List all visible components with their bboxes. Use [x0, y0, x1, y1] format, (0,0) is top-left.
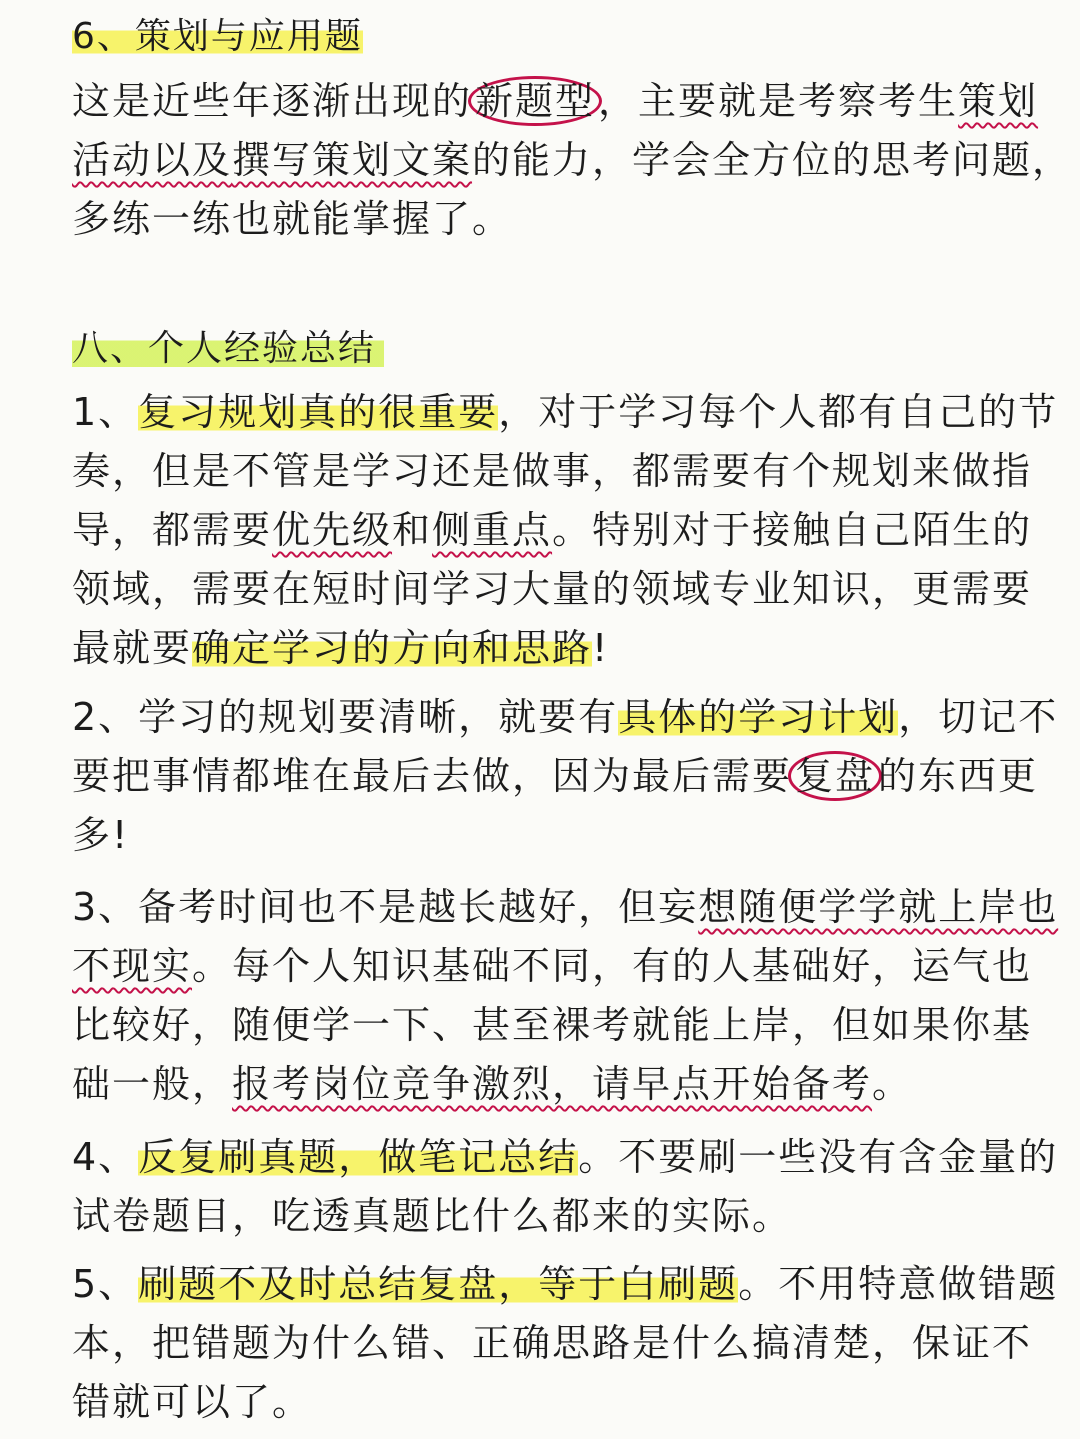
text-run: 。特别对于接触自己陌生的 [552, 508, 1033, 552]
text-run: 错就可以了。 [72, 1380, 313, 1424]
text-run: ，对于学习每个人都有自己的节 [498, 390, 1059, 434]
text-run: ，主要就是考察考生 [598, 79, 959, 123]
underlined-text: 撰写策划文案 [232, 138, 473, 182]
underlined-text: 优先级 [272, 508, 393, 552]
point-3 [72, 878, 1059, 1114]
text-run: 多练一练也就能掌握了。 [72, 197, 513, 241]
text-line [72, 383, 1059, 442]
section6-heading-text: 6、策划与应用题 [72, 16, 363, 57]
text-run: 4、 [72, 1135, 139, 1179]
text-line [72, 560, 1033, 619]
text-run: 本，把错题为什么错、正确思路是什么搞清楚，保证不 [72, 1321, 1033, 1365]
text-run: 1、 [72, 390, 139, 434]
text-line [72, 1373, 1022, 1432]
section6-paragraph [72, 72, 1073, 249]
text-run: 3、备考时间也不是越长越好，但妄 [72, 885, 699, 929]
text-run: 多! [72, 813, 130, 857]
point-5 [72, 1255, 1059, 1432]
text-run: 领域，需要在短时间学习大量的领域专业知识，更需要 [72, 567, 1033, 611]
text-line [72, 1314, 1033, 1373]
text-run: 导，都需要 [72, 508, 273, 552]
text-run: 要把事情都堆在最后去做，因为最后需要 [72, 754, 793, 798]
text-run: 试卷题目，吃透真题比什么都来的实际。 [72, 1194, 793, 1238]
text-run: 2、学习的规划要清晰，就要有 [72, 695, 619, 739]
text-run: 的东西更 [878, 754, 1039, 798]
text-run: 。 [872, 1062, 913, 1106]
highlighted-text: 反复刷真题，做笔记总结 [138, 1135, 579, 1179]
circled-text: 复盘 [788, 751, 882, 801]
underlined-text: 报考岗位竞争激烈，请早点开始备考 [232, 1062, 873, 1106]
text-run: 5、 [72, 1262, 139, 1306]
text-line [72, 688, 1059, 747]
highlighted-text: 确定学习的方向和思路 [192, 626, 593, 670]
text-line [72, 501, 1033, 560]
underlined-text: 策划 [958, 79, 1039, 123]
text-run: ，切记不 [898, 695, 1059, 739]
text-line [72, 996, 1033, 1055]
text-line [72, 190, 1022, 249]
text-run: 比较好，随便学一下、甚至裸考就能上岸，但如果你基 [72, 1003, 1033, 1047]
text-run: 奏，但是不管是学习还是做事，都需要有个规划来做指 [72, 449, 1033, 493]
highlighted-text: 具体的学习计划 [618, 695, 899, 739]
underlined-text: 想随便学学就上岸也 [698, 885, 1059, 929]
text-line [72, 1055, 1022, 1114]
point-1 [72, 383, 1059, 678]
point-2 [72, 688, 1059, 865]
highlighted-text: 复习规划真的很重要 [138, 390, 499, 434]
text-line [72, 442, 1033, 501]
highlighted-text: 刷题不及时总结复盘，等于白刷题 [138, 1262, 739, 1306]
text-run: ! [592, 626, 610, 670]
point-4 [72, 1128, 1059, 1246]
text-run: 础一般， [72, 1062, 233, 1106]
text-run: 最就要 [72, 626, 193, 670]
text-line [72, 878, 1059, 937]
text-line [72, 72, 1039, 131]
text-line [72, 619, 1022, 678]
underlined-text: 活动以及 [72, 138, 233, 182]
text-line [72, 937, 1033, 996]
circled-text: 新题型 [468, 76, 602, 126]
text-run: 。每个人知识基础不同，有的人基础好，运气也 [192, 944, 1033, 988]
text-run: 。不用特意做错题 [738, 1262, 1059, 1306]
text-line [72, 131, 1073, 190]
text-line [72, 1187, 1022, 1246]
text-run: 的能力，学会全方位的思考问题， [472, 138, 1073, 182]
section6-heading [72, 8, 1022, 59]
section8-heading [72, 320, 1022, 371]
underlined-text: 不现实 [72, 944, 193, 988]
text-line [72, 1128, 1059, 1187]
text-run: 和 [392, 508, 433, 552]
section8-heading-text: 八、个人经验总结 [72, 328, 384, 369]
text-line [72, 747, 1039, 806]
underlined-text: 侧重点 [432, 508, 553, 552]
text-line [72, 806, 1022, 865]
text-run: 这是近些年逐渐出现的 [72, 79, 473, 123]
text-line [72, 1255, 1059, 1314]
text-run: 。不要刷一些没有含金量的 [578, 1135, 1059, 1179]
